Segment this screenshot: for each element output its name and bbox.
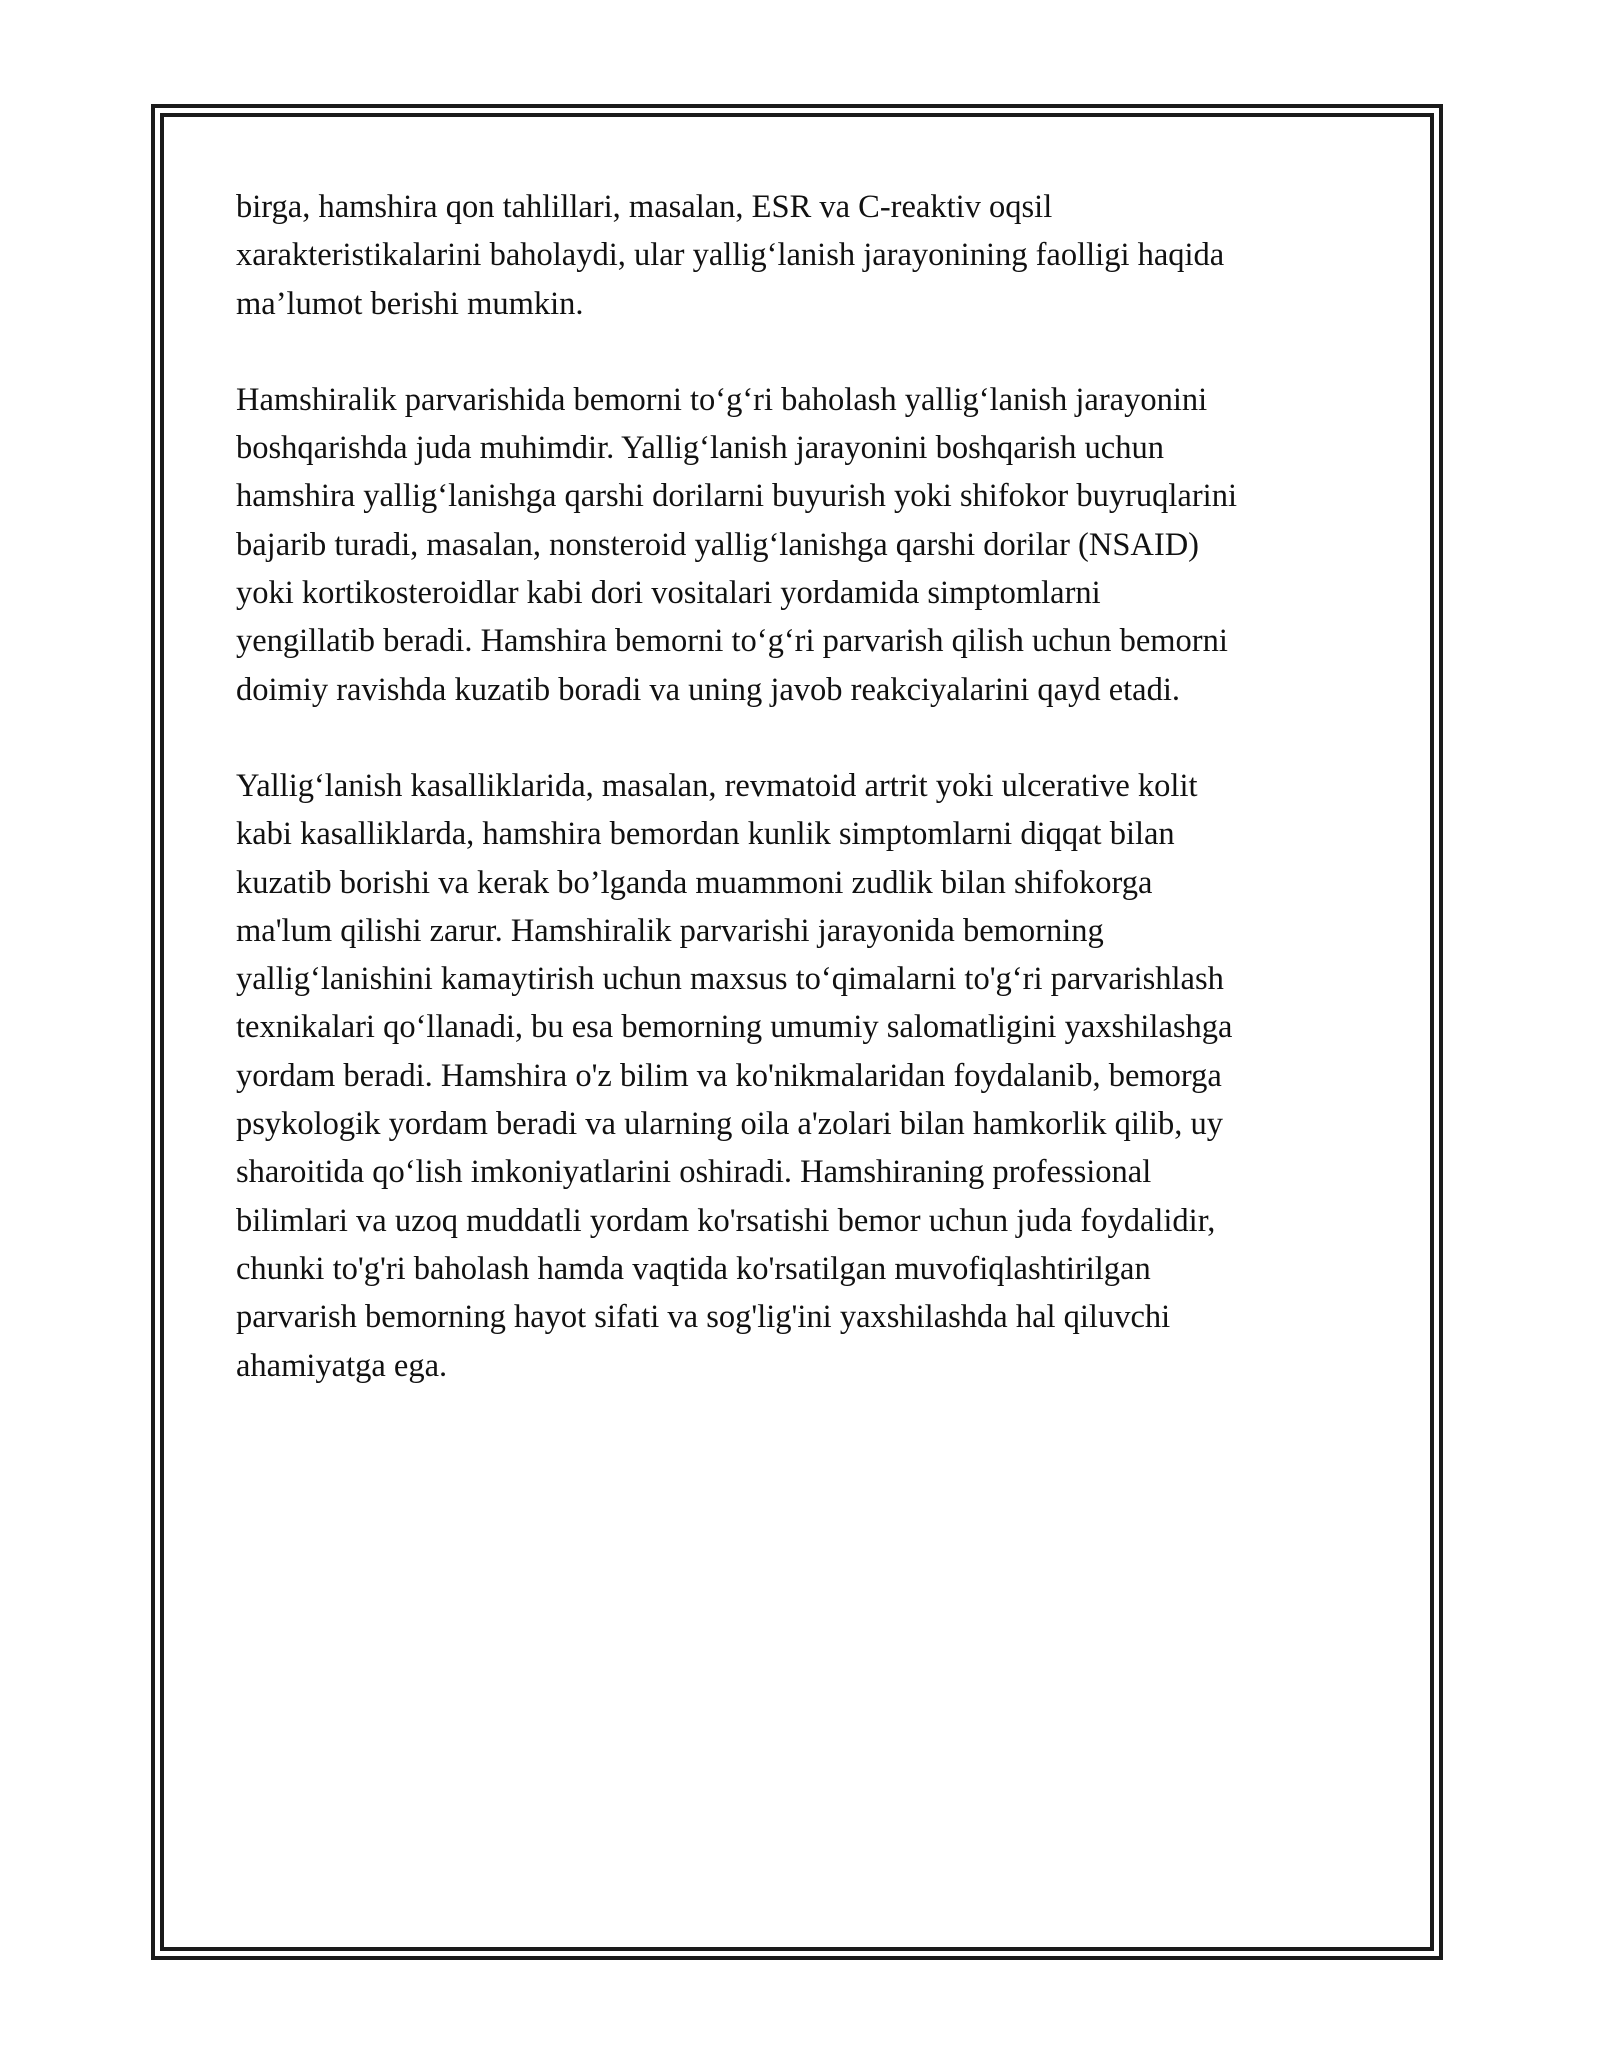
- paragraph-2: Hamshiralik parvarishida bemorni to‘g‘ri baholash yallig‘lanish jarayonini boshqarishda juda muhimdir. Yallig‘lanish jarayonini boshqarish uchun hamshira yallig‘lanishga qarshi dorilarni buyurish yoki shifokor buyruqlarini bajarib turadi, masalan, nonsteroid yallig‘lanishga qarshi dorilar (NSAID) yoki kortikosteroidlar kabi dori vositalari yordamida simptomlarni yengillatib beradi. Hamshira bemorni to‘g‘ri parvarish qilish uchun bemorni doimiy ravishda kuzatib boradi va uning javob reakciyalarini qayd etadi.: [236, 381, 1237, 708]
- paragraph-1: birga, hamshira qon tahlillari, masalan, ESR va C-reaktiv oqsil xarakteristikalarini baholaydi, ular yallig‘lanish jarayonining faolligi haqida ma’lumot berishi mumkin.: [236, 189, 1225, 322]
- document-body: [236, 183, 1366, 1438]
- paragraph-3: Yallig‘lanish kasalliklarida, masalan, revmatoid artrit yoki ulcerative kolit kabi kasalliklarda, hamshira bemordan kunlik simptomlarni diqqat bilan kuzatib borishi va kerak bo’lganda muammoni zudlik bilan shifokorga ma'lum qilishi zarur. Hamshiralik parvarishi jarayonida bemorning yallig‘lanishini kamaytirish uchun maxsus to‘qimalarni to'g‘ri parvarishlash texnikalari qo‘llanadi, bu esa bemorning umumiy salomatligini yaxshilashga yordam beradi. Hamshira o'z bilim va ko'nikmalaridan foydalanib, bemorga psykologik yordam beradi va ularning oila a'zolari bilan hamkorlik qilib, uy sharoitida qo‘lish imkoniyatlarini oshiradi. Hamshiraning professional bilimlari va uzoq muddatli yordam ko'rsatishi bemor uchun juda foydalidir, chunki to'g'ri baholash hamda vaqtida ko'rsatilgan muvofiqlashtirilgan parvarish bemorning hayot sifati va sog'lig'ini yaxshilashda hal qiluvchi ahamiyatga ega.: [236, 767, 1233, 1384]
